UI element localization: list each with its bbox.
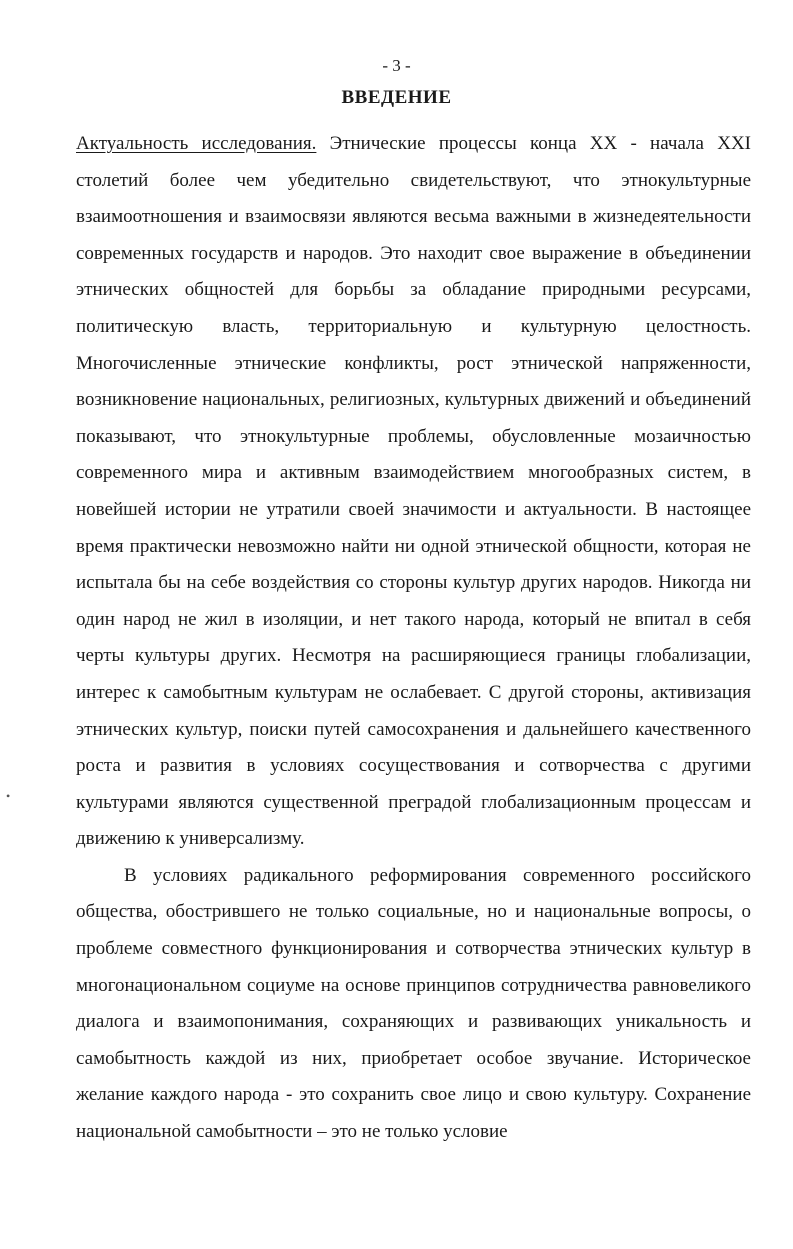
page-number: - 3 - (382, 56, 411, 75)
section-lead-underlined: Актуальность исследования. (76, 133, 317, 154)
page-title: ВВЕДЕНИЕ (341, 87, 452, 108)
scan-mark-left: • (6, 789, 11, 803)
paragraph-reform: В условиях радикального реформирования современного российского общества, обострившего не только социальные, но и национальные вопросы, о проблеме совместного функционирования и сотворчества этнических культур в многонациональном социуме на основе принципов сотрудничества равновеликого диалога и взаимопонимания, сохраняющих и развивающих уникальность и самобытность каждой из них, приобретает особое звучание. Историческое желание каждого народа - это сохранить свое лицо и свою культуру. Сохранение национальной самобытности – это не только условие (76, 864, 751, 1143)
paragraph-relevance (76, 126, 751, 858)
paragraph-text: Этнические процессы конца XX - начала XXI столетий более чем убедительно свидетельствуют, что этнокультурные взаимоотношения и взаимосвязи являются весьма важными в жизнедеятельности современных государств и народов. Это находит свое выражение в объединении этнических общностей для борьбы за обладание природными ресурсами, политическую власть, территориальную и культурную целостность. Многочисленные этнические конфликты, рост этнической напряженности, возникновение национальных, религиозных, культурных движений и объединений показывают, что этнокультурные проблемы, обусловленные мозаичностью современного мира и активным взаимодействием многообразных систем, в новейшей истории не утратили своей значимости и актуальности. В настоящее время практически невозможно найти ни одной этнической общности, которая не испытала бы на себе воздействия со стороны культур других народов. Никогда ни один народ не жил в изоляции, и нет такого народа, который не впитал в себя черты культуры других. Несмотря на расширяющиеся границы глобализации, интерес к самобытным культурам не ослабевает. С другой стороны, активизация этнических культур, поиски путей самосохранения и дальнейшего качественного роста и развития в условиях сосуществования и сотворчества с другими культурами являются существенной преградой глобализационным процессам и движению к универсализму. (76, 133, 751, 850)
document-body (76, 126, 751, 1151)
